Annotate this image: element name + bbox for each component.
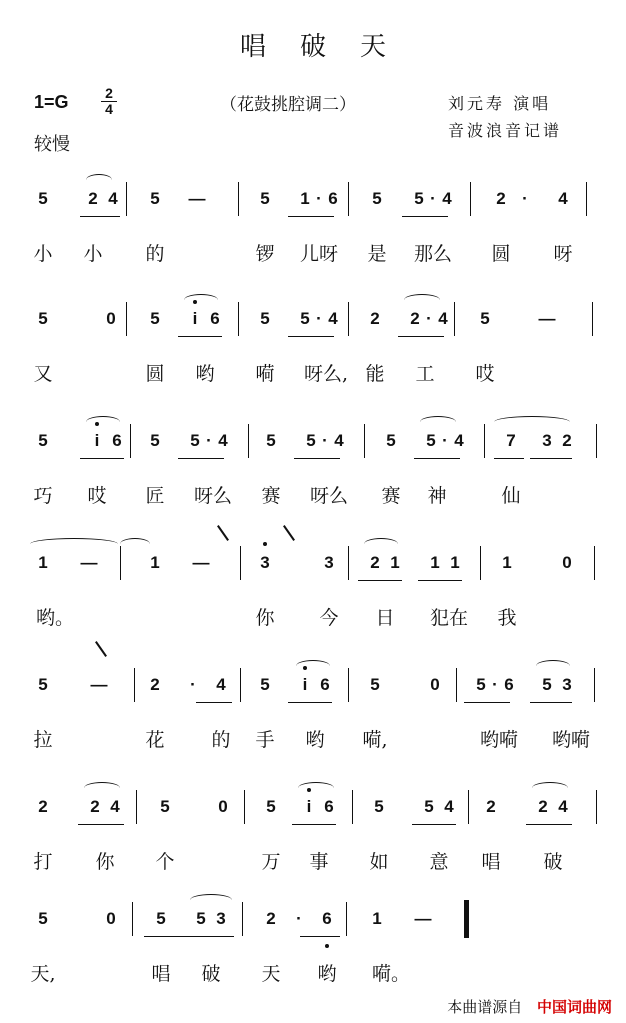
note: 4 bbox=[444, 797, 454, 816]
note: 4 bbox=[442, 189, 452, 208]
beat-underline bbox=[402, 216, 448, 217]
bar-line bbox=[352, 790, 353, 824]
beat-underline bbox=[292, 824, 336, 825]
bar-line bbox=[364, 424, 365, 458]
note: 5 bbox=[426, 431, 436, 450]
note: 6 bbox=[328, 189, 338, 208]
note: 1 bbox=[430, 553, 440, 572]
note: 5 bbox=[266, 431, 276, 450]
bar-line bbox=[240, 546, 241, 580]
note: i bbox=[306, 797, 312, 816]
note: 2 bbox=[370, 309, 380, 328]
key-signature: 1=G bbox=[34, 92, 69, 112]
beat-underline bbox=[288, 336, 334, 337]
notes-row bbox=[0, 430, 626, 470]
note: 1 bbox=[150, 553, 160, 572]
note: 5 bbox=[424, 797, 434, 816]
note: 0 bbox=[562, 553, 572, 572]
note: 5 bbox=[480, 309, 490, 328]
note: 2 bbox=[496, 189, 506, 208]
note: — bbox=[90, 675, 108, 694]
note: 0 bbox=[106, 309, 116, 328]
note: 5 bbox=[370, 675, 380, 694]
lyric-syllable: 犯在 bbox=[430, 607, 469, 629]
note: 5 bbox=[38, 431, 48, 450]
lyric-syllable: 锣 bbox=[255, 243, 275, 265]
lyric-syllable: 唱 bbox=[151, 963, 171, 985]
lyric-syllable: 意 bbox=[429, 851, 449, 873]
bar-line bbox=[594, 546, 595, 580]
bar-line bbox=[468, 790, 469, 824]
note: 5 bbox=[260, 189, 270, 208]
lyric-syllable: 事 bbox=[309, 851, 329, 873]
lyric-syllable: 你 bbox=[255, 607, 275, 629]
note: 5 bbox=[196, 909, 206, 928]
lyric-syllable: 呀么, bbox=[304, 363, 349, 385]
beat-underline bbox=[464, 702, 510, 703]
lyric-syllable: 哟 bbox=[195, 363, 215, 385]
lyric-syllable: 拉 bbox=[33, 729, 53, 751]
note: 3 bbox=[324, 553, 334, 572]
note: 5 bbox=[190, 431, 200, 450]
lyrics-row bbox=[0, 728, 626, 768]
note: 5 bbox=[386, 431, 396, 450]
bar-line bbox=[596, 790, 597, 824]
note: 5 bbox=[300, 309, 310, 328]
lyric-syllable: 你 bbox=[95, 851, 115, 873]
note: 5 bbox=[260, 309, 270, 328]
note: i bbox=[192, 309, 198, 328]
note: — bbox=[188, 189, 206, 208]
note: 5 bbox=[542, 675, 552, 694]
slur-arc bbox=[420, 416, 456, 428]
beat-underline bbox=[398, 336, 444, 337]
source-label: 本曲谱源自 bbox=[447, 998, 523, 1016]
lyric-syllable: 天 bbox=[261, 963, 281, 985]
time-signature bbox=[100, 86, 118, 117]
lyric-syllable: 破 bbox=[543, 851, 563, 873]
bar-line bbox=[348, 302, 349, 336]
note: 5 bbox=[266, 797, 276, 816]
note: 4 bbox=[558, 189, 568, 208]
note: 5 bbox=[38, 675, 48, 694]
note: · bbox=[206, 431, 212, 450]
note: 3 bbox=[260, 553, 270, 572]
notes-row bbox=[0, 308, 626, 348]
lyric-syllable: 儿呀 bbox=[300, 243, 339, 265]
lyric-syllable: 是 bbox=[367, 243, 387, 265]
song-title: 唱破天 bbox=[239, 32, 420, 62]
lyric-syllable: 的 bbox=[211, 729, 231, 751]
lyric-syllable: 赛 bbox=[381, 485, 401, 507]
beat-underline bbox=[300, 936, 340, 937]
lyric-syllable: 又 bbox=[33, 363, 53, 385]
beat-underline bbox=[288, 702, 332, 703]
note: 5 bbox=[38, 309, 48, 328]
note: 1 bbox=[38, 553, 48, 572]
lyric-syllable: 工 bbox=[415, 363, 435, 385]
note: 3 bbox=[216, 909, 226, 928]
beat-underline bbox=[178, 458, 224, 459]
bar-line bbox=[136, 790, 137, 824]
final-bar-line bbox=[464, 900, 469, 938]
slur-arc bbox=[184, 294, 218, 306]
bar-line bbox=[484, 424, 485, 458]
octave-dot-below bbox=[325, 944, 329, 948]
bar-line bbox=[126, 182, 127, 216]
footer bbox=[447, 996, 612, 1017]
lyric-syllable: 哟嗬 bbox=[552, 729, 591, 751]
note: 5 bbox=[38, 189, 48, 208]
lyric-syllable: 匠 bbox=[145, 485, 165, 507]
notes-row bbox=[0, 552, 626, 592]
lyric-syllable: 嗬。 bbox=[372, 963, 411, 985]
lyric-syllable: 呀 bbox=[553, 243, 573, 265]
note: 5 bbox=[414, 189, 424, 208]
note: 4 bbox=[216, 675, 226, 694]
note: 0 bbox=[106, 909, 116, 928]
bar-line bbox=[454, 302, 455, 336]
bar-line bbox=[596, 424, 597, 458]
bar-line bbox=[130, 424, 131, 458]
credits bbox=[448, 90, 562, 144]
bar-line bbox=[348, 668, 349, 702]
bar-line bbox=[348, 182, 349, 216]
lyric-syllable: 哟嗬 bbox=[480, 729, 519, 751]
lyric-syllable: 那么 bbox=[414, 243, 453, 265]
lyric-syllable: 天, bbox=[30, 963, 56, 985]
beat-underline bbox=[288, 216, 334, 217]
note: 3 bbox=[562, 675, 572, 694]
lyric-syllable: 万 bbox=[261, 851, 281, 873]
note: i bbox=[302, 675, 308, 694]
slur-arc bbox=[30, 538, 118, 550]
glide-mark bbox=[217, 525, 229, 541]
slur-arc bbox=[84, 782, 120, 794]
tune-subtitle: （花鼓挑腔调二） bbox=[220, 95, 356, 115]
note: 5 bbox=[476, 675, 486, 694]
lyric-syllable: 打 bbox=[33, 851, 53, 873]
beat-underline bbox=[418, 580, 462, 581]
lyric-syllable: 哎 bbox=[475, 363, 495, 385]
note: 5 bbox=[306, 431, 316, 450]
slur-arc bbox=[296, 660, 330, 672]
octave-dot-above bbox=[303, 666, 307, 670]
note: 1 bbox=[300, 189, 310, 208]
note: 6 bbox=[112, 431, 122, 450]
note: 2 bbox=[410, 309, 420, 328]
lyric-syllable: 呀么 bbox=[310, 485, 349, 507]
note: 2 bbox=[90, 797, 100, 816]
lyrics-row bbox=[0, 850, 626, 890]
note: 2 bbox=[38, 797, 48, 816]
notes-row bbox=[0, 188, 626, 228]
bar-line bbox=[592, 302, 593, 336]
lyrics-row bbox=[0, 606, 626, 646]
note: 7 bbox=[506, 431, 516, 450]
bar-line bbox=[132, 902, 133, 936]
bar-line bbox=[480, 546, 481, 580]
note: · bbox=[296, 909, 302, 928]
slur-arc bbox=[120, 538, 150, 550]
note: 5 bbox=[260, 675, 270, 694]
bar-line bbox=[244, 790, 245, 824]
singer-credit: 刘元寿 演唱 bbox=[448, 94, 552, 113]
beat-underline bbox=[78, 824, 124, 825]
lyric-syllable: 神 bbox=[427, 485, 447, 507]
lyric-syllable: 呀么 bbox=[194, 485, 233, 507]
bar-line bbox=[242, 902, 243, 936]
octave-dot-above bbox=[307, 788, 311, 792]
lyrics-row bbox=[0, 362, 626, 402]
note: 6 bbox=[210, 309, 220, 328]
notes-row bbox=[0, 674, 626, 714]
lyrics-row bbox=[0, 484, 626, 524]
slur-arc bbox=[86, 416, 120, 428]
note: 4 bbox=[558, 797, 568, 816]
notes-row bbox=[0, 908, 626, 948]
lyric-syllable: 我 bbox=[497, 607, 517, 629]
note: i bbox=[94, 431, 100, 450]
site-name[interactable]: 中国词曲网 bbox=[536, 998, 612, 1016]
note: — bbox=[414, 909, 432, 928]
note: 1 bbox=[390, 553, 400, 572]
lyric-syllable: 个 bbox=[155, 851, 175, 873]
slur-arc bbox=[536, 660, 570, 672]
bar-line bbox=[586, 182, 587, 216]
slur-arc bbox=[86, 174, 112, 186]
bar-line bbox=[134, 668, 135, 702]
lyric-syllable: 破 bbox=[201, 963, 221, 985]
note: · bbox=[430, 189, 436, 208]
lyric-syllable: 花 bbox=[145, 729, 165, 751]
bar-line bbox=[456, 668, 457, 702]
lyric-syllable: 的 bbox=[145, 243, 165, 265]
bar-line bbox=[238, 182, 239, 216]
slur-arc bbox=[364, 538, 398, 550]
note: 4 bbox=[334, 431, 344, 450]
note: 1 bbox=[372, 909, 382, 928]
slur-arc bbox=[404, 294, 440, 306]
lyric-syllable: 嗬, bbox=[362, 729, 388, 751]
note: 2 bbox=[562, 431, 572, 450]
slur-arc bbox=[190, 894, 232, 906]
note: — bbox=[538, 309, 556, 328]
beat-underline bbox=[414, 458, 460, 459]
note: 5 bbox=[150, 431, 160, 450]
lyric-syllable: 仙 bbox=[501, 485, 521, 507]
octave-dot-above bbox=[95, 422, 99, 426]
bar-line bbox=[470, 182, 471, 216]
octave-dot-above bbox=[193, 300, 197, 304]
beat-underline bbox=[358, 580, 402, 581]
note: · bbox=[492, 675, 498, 694]
glide-mark bbox=[283, 525, 295, 541]
beat-underline bbox=[526, 824, 572, 825]
note: 0 bbox=[430, 675, 440, 694]
beat-underline bbox=[494, 458, 524, 459]
lyric-syllable: 能 bbox=[365, 363, 385, 385]
note: · bbox=[190, 675, 196, 694]
note: 4 bbox=[438, 309, 448, 328]
lyric-syllable: 赛 bbox=[261, 485, 281, 507]
beat-underline bbox=[178, 336, 222, 337]
lyric-syllable: 唱 bbox=[481, 851, 501, 873]
slur-arc bbox=[494, 416, 570, 428]
time-numerator: 2 bbox=[105, 85, 113, 101]
slur-arc bbox=[298, 782, 334, 794]
lyric-syllable: 哟 bbox=[317, 963, 337, 985]
lyric-syllable: 圆 bbox=[145, 363, 165, 385]
note: 2 bbox=[370, 553, 380, 572]
lyric-syllable: 巧 bbox=[33, 485, 53, 507]
lyric-syllable: 今 bbox=[319, 607, 339, 629]
beat-underline bbox=[80, 458, 124, 459]
beat-underline bbox=[196, 702, 232, 703]
note: 1 bbox=[502, 553, 512, 572]
note: · bbox=[442, 431, 448, 450]
note: 6 bbox=[324, 797, 334, 816]
note: 6 bbox=[320, 675, 330, 694]
note: · bbox=[316, 189, 322, 208]
note: 6 bbox=[322, 909, 332, 928]
note: 2 bbox=[538, 797, 548, 816]
note: 5 bbox=[156, 909, 166, 928]
transcriber-credit: 音波浪音记谱 bbox=[448, 121, 563, 140]
note: 4 bbox=[110, 797, 120, 816]
note: 4 bbox=[218, 431, 228, 450]
time-denominator: 4 bbox=[105, 101, 113, 117]
beat-underline bbox=[530, 458, 572, 459]
bar-line bbox=[346, 902, 347, 936]
lyric-syllable: 小 bbox=[33, 243, 53, 265]
note: 0 bbox=[218, 797, 228, 816]
note: 5 bbox=[160, 797, 170, 816]
notes-row bbox=[0, 796, 626, 836]
note: 3 bbox=[542, 431, 552, 450]
note: · bbox=[522, 189, 528, 208]
note: 4 bbox=[328, 309, 338, 328]
note: · bbox=[322, 431, 328, 450]
note: 5 bbox=[374, 797, 384, 816]
bar-line bbox=[238, 302, 239, 336]
lyric-syllable: 手 bbox=[255, 729, 275, 751]
note: 2 bbox=[150, 675, 160, 694]
beat-underline bbox=[294, 458, 340, 459]
note: 2 bbox=[486, 797, 496, 816]
note: 1 bbox=[450, 553, 460, 572]
beat-underline bbox=[412, 824, 456, 825]
slur-arc bbox=[532, 782, 568, 794]
note: · bbox=[316, 309, 322, 328]
note: 5 bbox=[150, 189, 160, 208]
note: 2 bbox=[88, 189, 98, 208]
lyric-syllable: 圆 bbox=[491, 243, 511, 265]
note: 4 bbox=[454, 431, 464, 450]
note: 6 bbox=[504, 675, 514, 694]
bar-line bbox=[126, 302, 127, 336]
note: 5 bbox=[372, 189, 382, 208]
note: — bbox=[80, 553, 98, 572]
bar-line bbox=[248, 424, 249, 458]
lyrics-row bbox=[0, 242, 626, 282]
lyric-syllable: 嗬 bbox=[255, 363, 275, 385]
note: — bbox=[192, 553, 210, 572]
note: 5 bbox=[38, 909, 48, 928]
note: 5 bbox=[150, 309, 160, 328]
lyric-syllable: 哎 bbox=[87, 485, 107, 507]
lyric-syllable: 如 bbox=[369, 851, 389, 873]
bar-line bbox=[348, 546, 349, 580]
beat-underline bbox=[80, 216, 120, 217]
bar-line bbox=[594, 668, 595, 702]
lyric-syllable: 哟。 bbox=[36, 607, 75, 629]
bar-line bbox=[240, 668, 241, 702]
beat-underline bbox=[144, 936, 234, 937]
lyric-syllable: 哟 bbox=[305, 729, 325, 751]
bar-line bbox=[120, 546, 121, 580]
octave-dot-above bbox=[263, 542, 267, 546]
note: · bbox=[426, 309, 432, 328]
lyric-syllable: 小 bbox=[83, 243, 103, 265]
tempo-marking: 较慢 bbox=[34, 134, 70, 155]
beat-underline bbox=[530, 702, 572, 703]
note: 4 bbox=[108, 189, 118, 208]
note: 2 bbox=[266, 909, 276, 928]
lyric-syllable: 日 bbox=[375, 607, 395, 629]
